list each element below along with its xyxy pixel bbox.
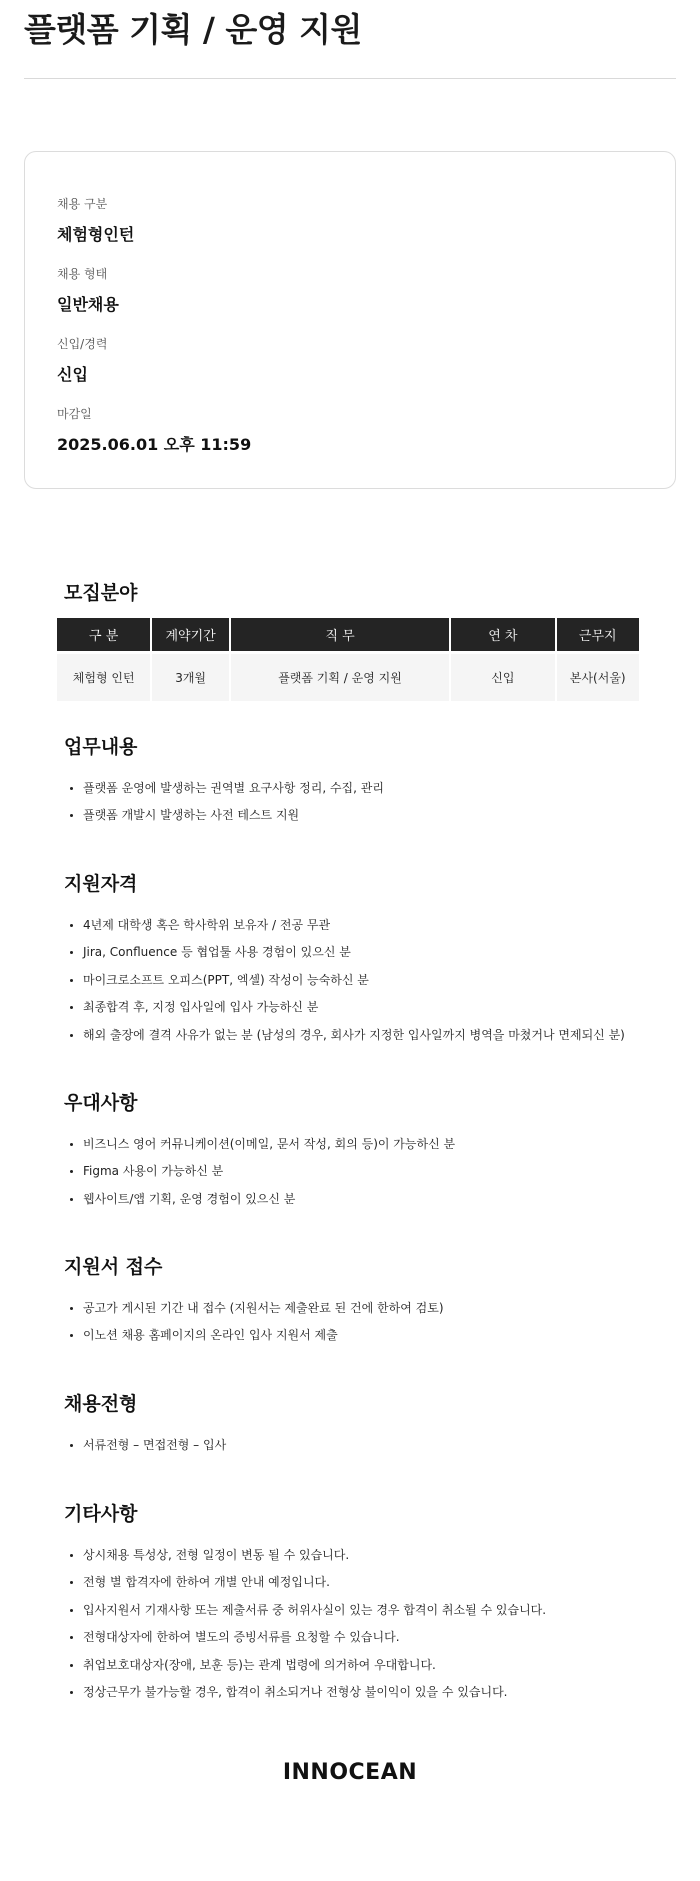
list-item: 웹사이트/앱 기획, 운영 경험이 있으신 분	[70, 1189, 455, 1216]
list-item: 공고가 게시된 기간 내 접수 (지원서는 제출완료 된 건에 한하여 검토)	[70, 1298, 444, 1325]
table-row	[57, 651, 639, 701]
list-item: 해외 출장에 결격 사유가 없는 분 (남성의 경우, 회사가 지정한 입사일까지 병역을 마쳤거나 면제되신 분)	[70, 1025, 625, 1052]
table-header-cell: 연 차	[451, 618, 554, 651]
list-item: 마이크로소프트 오피스(PPT, 엑셀) 작성이 능숙하신 분	[70, 970, 625, 997]
table-header-cell: 직 무	[231, 618, 449, 651]
summary-field-deadline	[57, 405, 251, 455]
summary-label: 채용 구분	[57, 197, 108, 211]
list-item: 정상근무가 불가능할 경우, 합격이 취소되거나 전형상 불이익이 있을 수 있습니다.	[70, 1682, 546, 1709]
summary-card	[24, 151, 676, 489]
summary-value: 일반채용	[57, 295, 119, 314]
table-cell: 3개월	[152, 651, 228, 701]
section-title-duties: 업무내용	[64, 736, 138, 758]
innocean-logo[interactable]: INNOCEAN	[282, 1760, 418, 1785]
title-divider	[24, 78, 676, 79]
recruit-field-table	[55, 618, 641, 701]
summary-field-employment-category	[57, 195, 134, 245]
etc-list	[70, 1545, 546, 1709]
table-cell: 본사(서울)	[557, 651, 640, 701]
list-item: 상시채용 특성상, 전형 일정이 변동 될 수 있습니다.	[70, 1545, 546, 1572]
preferred-list	[70, 1134, 455, 1216]
table-cell: 플랫폼 기획 / 운영 지원	[231, 651, 449, 701]
list-item: Figma 사용이 가능하신 분	[70, 1161, 455, 1188]
table-cell: 신입	[451, 651, 554, 701]
list-item: Jira, Confluence 등 협업툴 사용 경험이 있으신 분	[70, 942, 625, 969]
list-item: 플랫폼 운영에 발생하는 권역별 요구사항 정리, 수집, 관리	[70, 778, 384, 805]
list-item: 전형대상자에 한하여 별도의 증빙서류를 요청할 수 있습니다.	[70, 1627, 546, 1654]
summary-value: 2025.06.01 오후 11:59	[57, 435, 252, 454]
list-item: 전형 별 합격자에 한하여 개별 안내 예정입니다.	[70, 1572, 546, 1599]
process-list	[70, 1435, 226, 1462]
application-list	[70, 1298, 444, 1353]
summary-field-employment-type	[57, 265, 119, 315]
summary-label: 마감일	[57, 407, 92, 421]
list-item: 서류전형 – 면접전형 – 입사	[70, 1435, 226, 1462]
list-item: 이노션 채용 홈페이지의 온라인 입사 지원서 제출	[70, 1325, 444, 1352]
summary-value: 체험형인턴	[57, 225, 135, 244]
table-header-cell: 구 분	[57, 618, 150, 651]
summary-label: 채용 형태	[57, 267, 108, 281]
table-header-cell: 계약기간	[152, 618, 228, 651]
section-title-preferred: 우대사항	[64, 1092, 138, 1114]
page-title: 플랫폼 기획 / 운영 지원	[24, 10, 362, 49]
list-item: 4년제 대학생 혹은 학사학위 보유자 / 전공 무관	[70, 915, 625, 942]
table-header-cell: 근무지	[557, 618, 640, 651]
qualifications-list	[70, 915, 625, 1052]
section-title-recruit-field: 모집분야	[64, 582, 138, 604]
summary-field-career-level	[57, 335, 107, 385]
section-title-application: 지원서 접수	[64, 1256, 163, 1278]
duties-list	[70, 778, 384, 833]
table-header-row	[57, 618, 639, 651]
list-item: 플랫폼 개발시 발생하는 사전 테스트 지원	[70, 805, 384, 832]
list-item: 입사지원서 기재사항 또는 제출서류 중 허위사실이 있는 경우 합격이 취소될 수 있습니다.	[70, 1600, 546, 1627]
section-title-etc: 기타사항	[64, 1503, 138, 1525]
section-title-process: 채용전형	[64, 1393, 138, 1415]
list-item: 최종합격 후, 지정 입사일에 입사 가능하신 분	[70, 997, 625, 1024]
summary-value: 신입	[57, 365, 88, 384]
summary-label: 신입/경력	[57, 337, 108, 351]
table-cell: 체험형 인턴	[57, 651, 150, 701]
section-title-qualifications: 지원자격	[64, 873, 138, 895]
list-item: 취업보호대상자(장애, 보훈 등)는 관계 법령에 의거하여 우대합니다.	[70, 1655, 546, 1682]
list-item: 비즈니스 영어 커뮤니케이션(이메일, 문서 작성, 회의 등)이 가능하신 분	[70, 1134, 455, 1161]
